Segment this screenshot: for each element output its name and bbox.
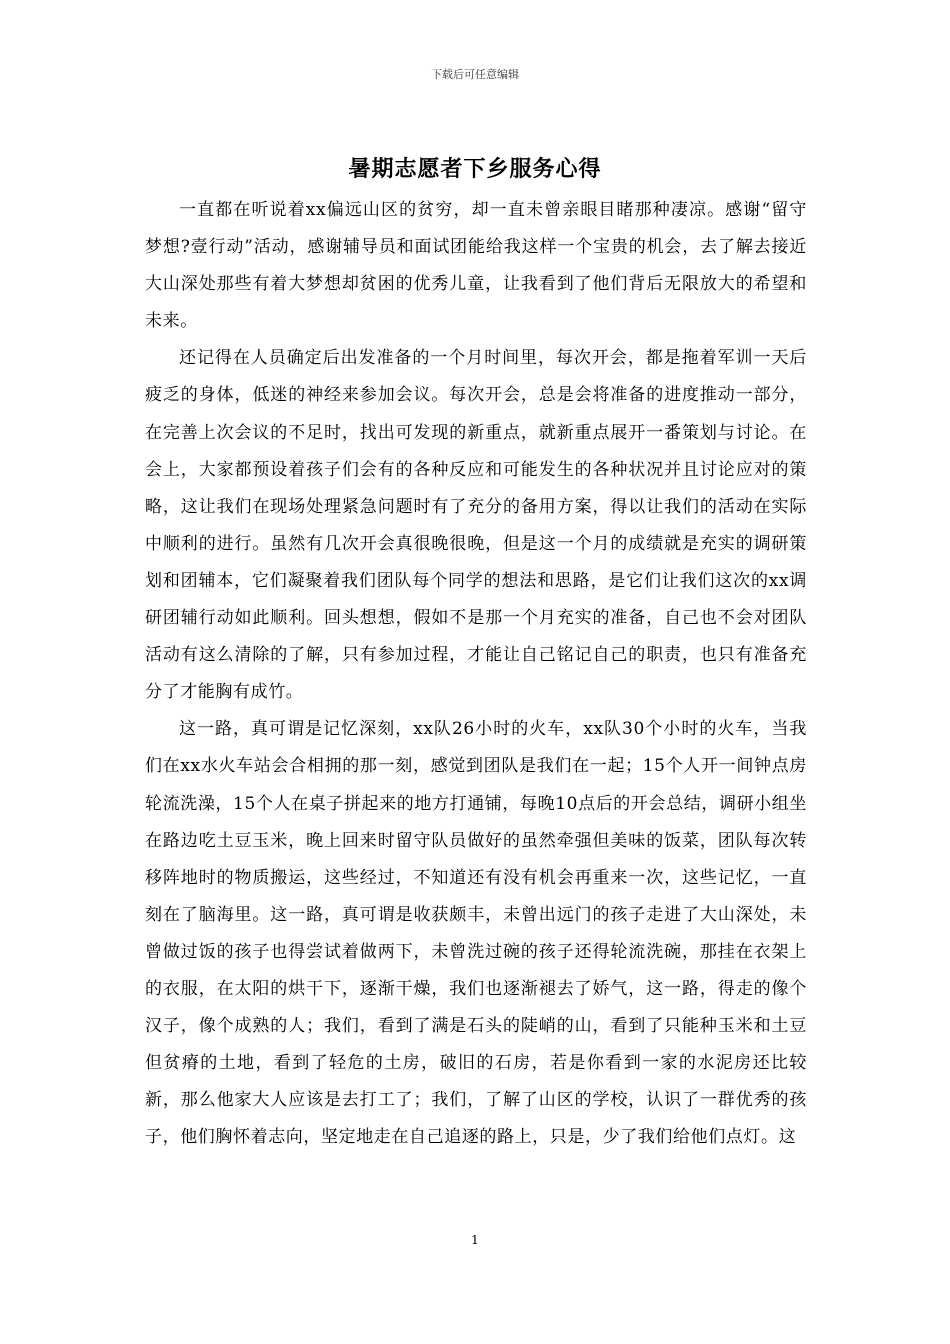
- paragraph-2: 还记得在人员确定后出发准备的一个月时间里，每次开会，都是拖着军训一天后疲乏的身体，低迷的神经来参加会议。每次开会，总是会将准备的进度推动一部分，在完善上次会议的不足时，找出可发现的新重点，就新重点展开一番策划与讨论。在会上，大家都预设着孩子们会有的各种反应和可能发生的各种状况并且讨论应对的策略，这让我们在现场处理紧急问题时有了充分的备用方案，得以让我们的活动在实际中顺利的进行。虽然有几次开会真很晚很晚，但是这一个月的成绩就是充实的调研策划和团辅本，它们凝聚着我们团队每个同学的想法和思路，是它们让我们这次的xx调研团辅行动如此顺利。回头想想，假如不是那一个月充实的准备，自己也不会对团队活动有这么清除的了解，只有参加过程，才能让自己铭记自己的职责，也只有准备充分了才能胸有成竹。: [145, 348, 807, 703]
- document-body: [145, 192, 807, 1156]
- document-title: 暑期志愿者下乡服务心得: [348, 156, 602, 182]
- paragraph-3: 这一路，真可谓是记忆深刻，xx队26小时的火车，xx队30个小时的火车，当我们在xx水火车站会合相拥的那一刻，感觉到团队是我们在一起；15个人开一间钟点房轮流洗澡，15个人在桌子拼起来的地方打通铺，每晚10点后的开会总结，调研小组坐在路边吃土豆玉米，晚上回来时留守队员做好的虽然牵强但美味的饭菜，团队每次转移阵地时的物质搬运，这些经过，不知道还有没有机会再重来一次，这些记忆，一直刻在了脑海里。这一路，真可谓是收获颇丰，未曾出远门的孩子走进了大山深处，未曾做过饭的孩子也得尝试着做两下，未曾洗过碗的孩子还得轮流洗碗，那挂在衣架上的衣服，在太阳的烘干下，逐渐干燥，我们也逐渐褪去了娇气，这一路，得走的像个汉子，像个成熟的人；我们，看到了满是石头的陡峭的山，看到了只能种玉米和土豆但贫瘠的土地，看到了轻危的土房，破旧的石房，若是你看到一家的水泥房还比较新，那么他家大人应该是去打工了；我们，了解了山区的学校，认识了一群优秀的孩子，他们胸怀着志向，坚定地走在自己追逐的路上，只是，少了我们给他们点灯。这: [145, 719, 807, 1148]
- page-number: 1: [471, 1233, 479, 1247]
- page-header-note: 下载后可任意编辑: [431, 68, 519, 81]
- paragraph-1: 一直都在听说着xx偏远山区的贫穷，却一直未曾亲眼目睹那种凄凉。感谢“留守梦想?壹行动”活动，感谢辅导员和面试团能给我这样一个宝贵的机会，去了解去接近大山深处那些有着大梦想却贫困的优秀儿童，让我看到了他们背后无限放大的希望和未来。: [145, 200, 807, 332]
